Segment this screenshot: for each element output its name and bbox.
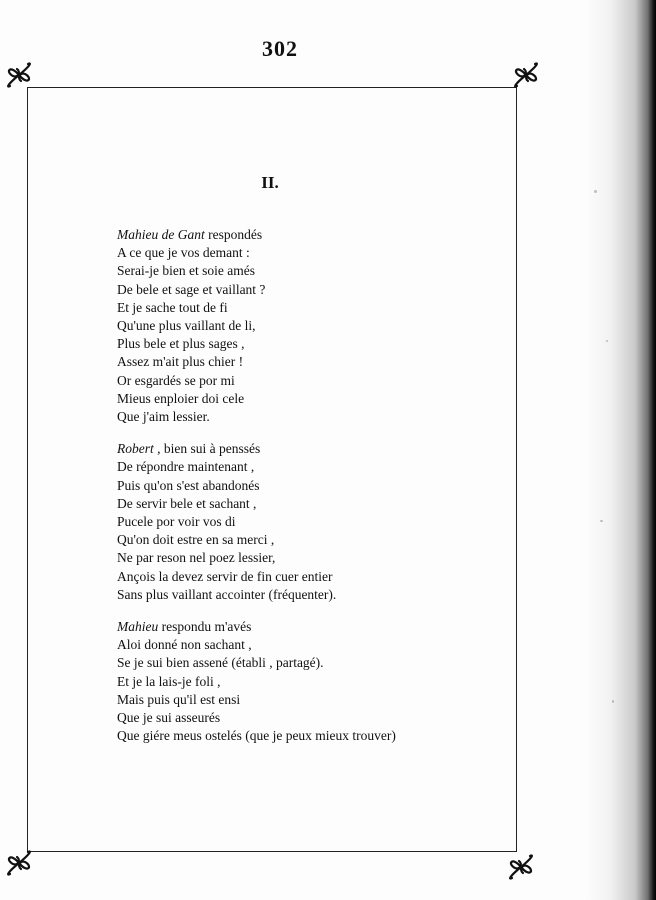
corner-ornament-icon — [511, 60, 541, 90]
page-gutter-shadow — [586, 0, 656, 900]
verse-line: Et je sache tout de fi — [117, 299, 228, 315]
verse-line: Robert , bien sui à penssés — [117, 441, 261, 457]
verse-line: Mais puis qu'il est ensi — [117, 691, 241, 707]
verse-line: Serai-je bien et soie amés — [117, 263, 255, 279]
stanza — [117, 440, 497, 604]
speaker-name: Mahieu de Gant — [117, 227, 205, 242]
stanza — [117, 618, 497, 745]
verse-line: Sans plus vaillant accointer (fréquenter). — [117, 586, 337, 602]
verse-line: Pucele por voir vos di — [117, 514, 236, 530]
verse-line: Qu'on doit estre en sa merci , — [117, 532, 275, 548]
verse-line: Mieus enploier doi cele — [117, 390, 245, 406]
verse-line: De répondre maintenant , — [117, 459, 255, 475]
verse-line: Qu'une plus vaillant de li, — [117, 318, 256, 334]
page-number: 302 — [262, 36, 298, 61]
verse-line: A ce que je vos demant : — [117, 245, 250, 261]
poem-body — [117, 226, 497, 759]
verse-line: De bele et sage et vaillant ? — [117, 281, 266, 297]
corner-ornament-icon — [506, 852, 536, 882]
section-heading: II. — [261, 173, 279, 192]
verse-line: Mahieu respondu m'avés — [117, 619, 252, 635]
verse-line: Ne par reson nel poez lessier, — [117, 550, 276, 566]
verse-line: De servir bele et sachant , — [117, 495, 257, 511]
stanza — [117, 226, 497, 426]
verse-line: Que je sui asseurés — [117, 710, 221, 726]
corner-ornament-icon — [4, 60, 34, 90]
verse-line: Et je la lais-je foli , — [117, 673, 221, 689]
verse-line: Aloi donné non sachant , — [117, 637, 252, 653]
verse-line: Plus bele et plus sages , — [117, 336, 245, 352]
verse-line: Que giére meus ostelés (que je peux mieux trouver) — [117, 728, 396, 744]
verse-line: Puis qu'on s'est abandonés — [117, 477, 260, 493]
verse-line: Mahieu de Gant respondés — [117, 227, 263, 242]
verse-line: Or esgardés se por mi — [117, 372, 235, 388]
speaker-name: Mahieu — [117, 619, 159, 635]
verse-line: Se je sui bien assené (établi , partagé). — [117, 655, 324, 671]
verse-line: Assez m'ait plus chier ! — [117, 354, 244, 370]
verse-line: Que j'aim lessier. — [117, 409, 210, 425]
speaker-name: Robert , — [117, 441, 161, 457]
verse-line: Ançois la devez servir de fin cuer entier — [117, 568, 333, 584]
corner-ornament-icon — [4, 848, 34, 878]
